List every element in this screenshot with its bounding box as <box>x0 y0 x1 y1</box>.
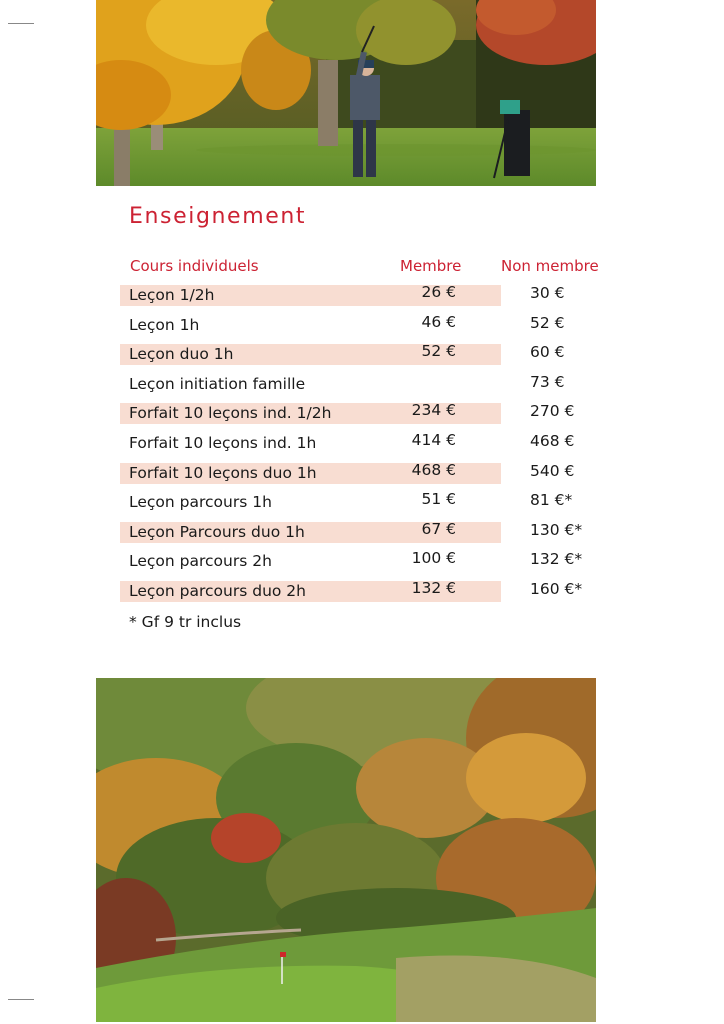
lesson-name: Leçon 1/2h <box>129 286 215 304</box>
member-price: 234 € <box>411 401 456 420</box>
price-row <box>120 580 600 610</box>
crop-mark-bottom <box>8 999 34 1000</box>
price-row <box>120 284 600 314</box>
lesson-name: Forfait 10 leçons ind. 1/2h <box>129 404 332 423</box>
header-non-member: Non membre <box>501 257 599 275</box>
lesson-name: Forfait 10 leçons duo 1h <box>129 463 317 482</box>
non-member-price: 468 € <box>530 431 575 450</box>
non-member-price: 30 € <box>530 284 565 302</box>
member-price: 46 € <box>421 312 456 331</box>
lesson-name: Leçon Parcours duo 1h <box>129 522 305 541</box>
golf-course-photo <box>96 678 596 1022</box>
price-row <box>120 314 600 344</box>
non-member-price: 60 € <box>530 343 565 362</box>
non-member-price: 130 €* <box>530 520 583 539</box>
non-member-price: 81 €* <box>530 491 573 510</box>
lesson-name: Leçon parcours duo 2h <box>129 581 306 600</box>
lesson-name: Leçon duo 1h <box>129 345 234 364</box>
member-price: 51 € <box>421 490 456 509</box>
non-member-price: 132 €* <box>530 550 583 569</box>
member-price: 132 € <box>411 578 456 597</box>
price-row <box>120 491 600 521</box>
non-member-price: 270 € <box>530 402 575 421</box>
price-row <box>120 550 600 580</box>
price-row <box>120 373 600 403</box>
price-row <box>120 402 600 432</box>
section-title: Enseignement <box>129 204 307 229</box>
lesson-name: Leçon parcours 1h <box>129 493 272 512</box>
price-row <box>120 343 600 373</box>
lesson-name: Forfait 10 leçons ind. 1h <box>129 433 317 452</box>
non-member-price: 52 € <box>530 313 565 332</box>
lesson-name: Leçon 1h <box>129 315 200 334</box>
lesson-name: Leçon initiation famille <box>129 374 306 393</box>
member-price: 100 € <box>411 549 456 568</box>
non-member-price: 540 € <box>530 461 575 480</box>
footnote: * Gf 9 tr inclus <box>129 613 242 631</box>
price-row <box>120 521 600 551</box>
header-category: Cours individuels <box>130 257 259 275</box>
price-row <box>120 462 600 492</box>
member-price: 468 € <box>411 460 456 479</box>
non-member-price: 73 € <box>530 372 565 391</box>
crop-mark-top <box>8 23 34 24</box>
golfer-photo <box>96 0 596 186</box>
non-member-price: 160 €* <box>530 579 583 598</box>
member-price: 67 € <box>421 519 456 538</box>
price-row <box>120 432 600 462</box>
member-price: 26 € <box>421 283 456 301</box>
price-table <box>120 284 600 610</box>
member-price: 414 € <box>411 430 456 449</box>
member-price: 52 € <box>421 342 456 361</box>
header-member: Membre <box>400 257 462 275</box>
lesson-name: Leçon parcours 2h <box>129 552 272 571</box>
